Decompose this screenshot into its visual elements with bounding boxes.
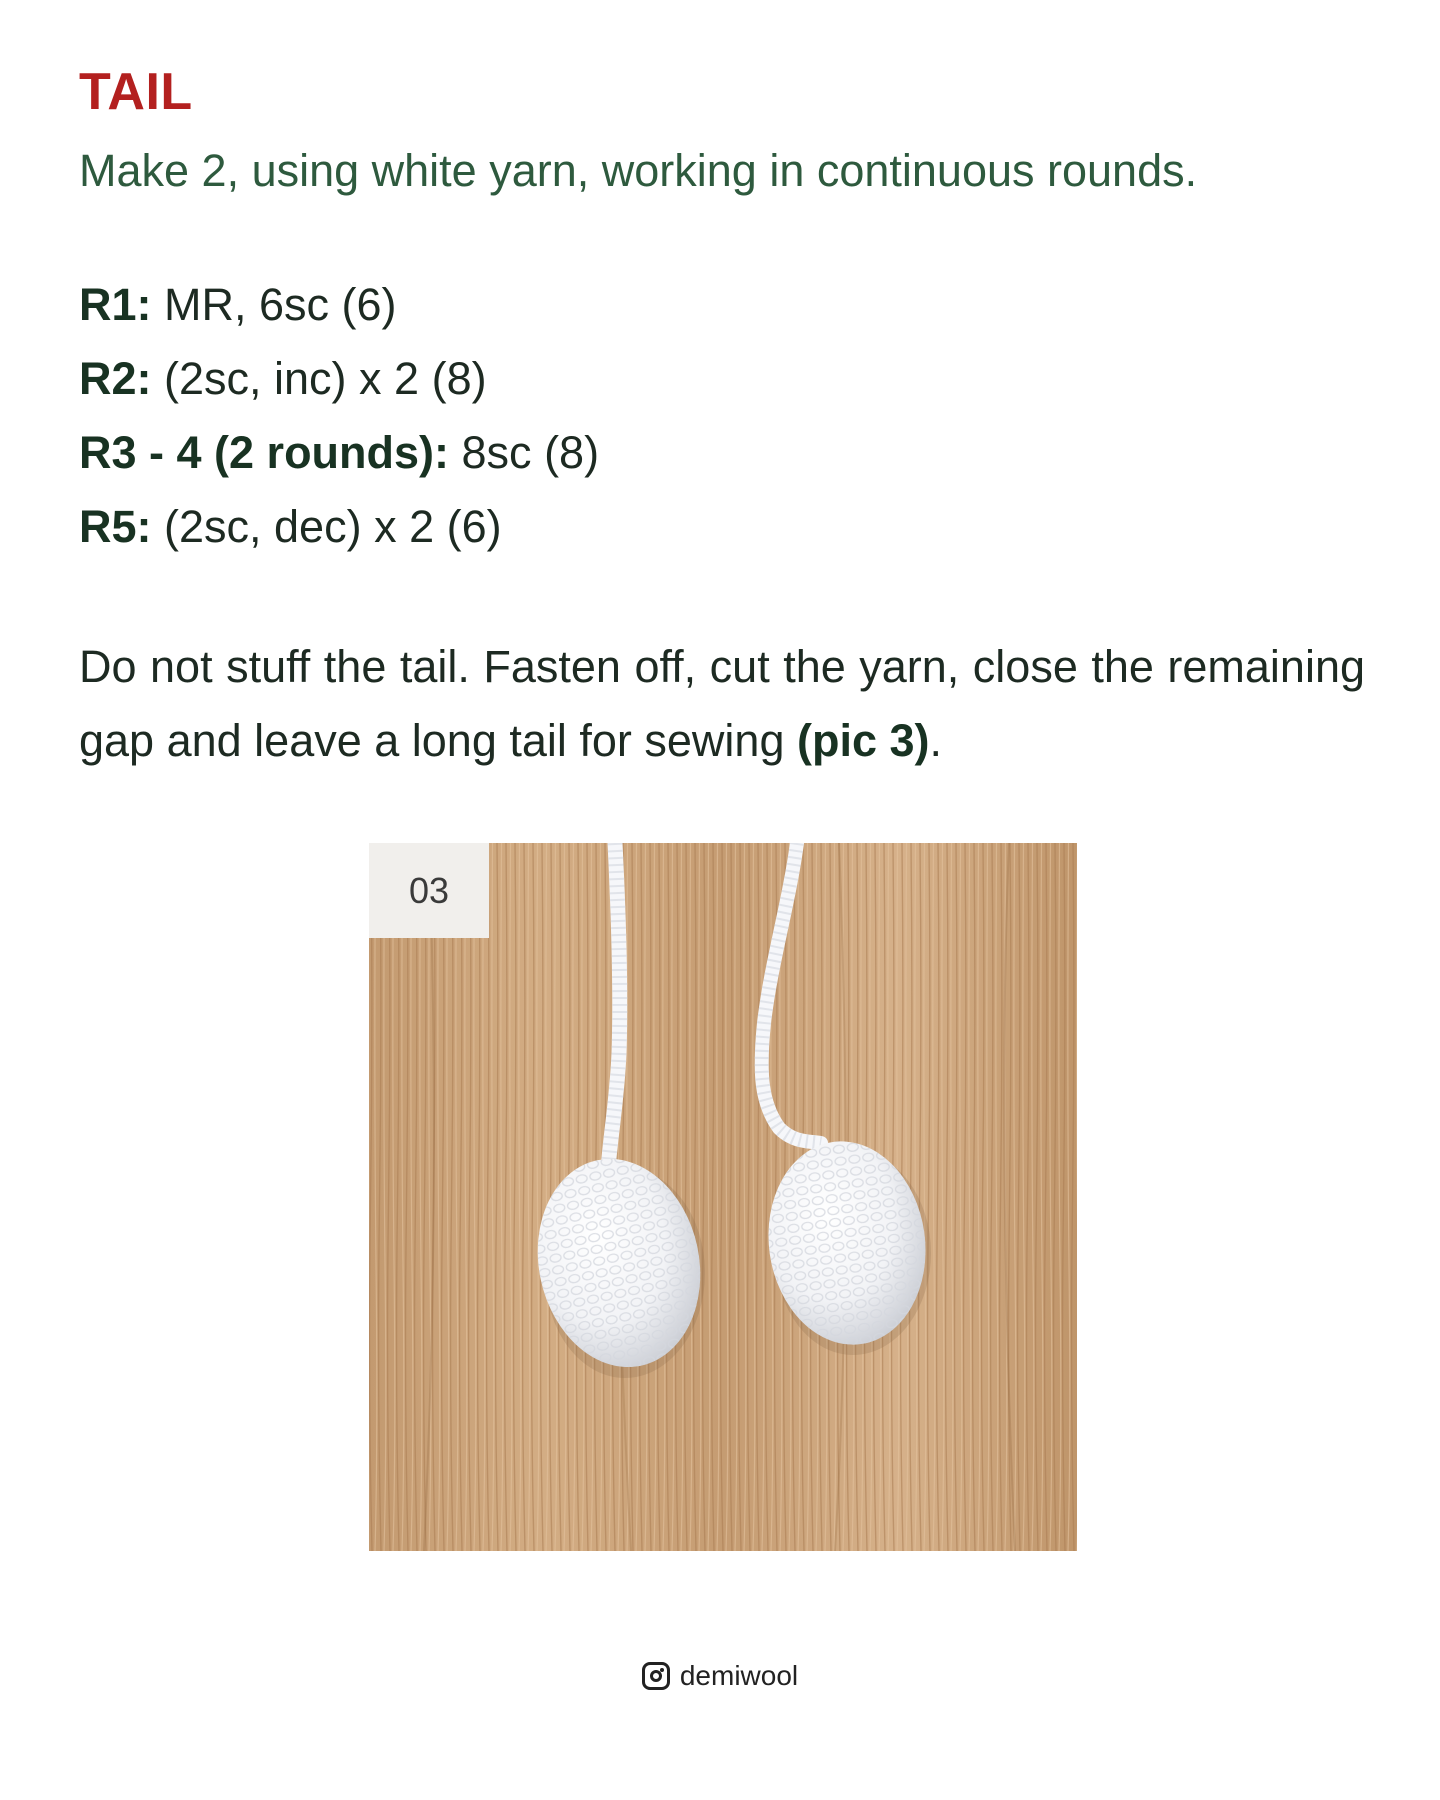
rounds-list [79,268,599,564]
note-end: . [929,715,943,766]
round-label: R1: [79,279,152,330]
round-row [79,490,599,564]
round-text: 8sc (8) [449,427,600,478]
note-text: Do not stuff the tail. Fasten off, cut the yarn, close the remaining gap and leave a long tail for sewing [79,641,1365,766]
instagram-handle: demiwool [679,1660,799,1691]
round-label: R5: [79,501,152,552]
round-label: R3 - 4 (2 rounds): [79,427,450,478]
photo-number-label: 03 [369,843,489,938]
round-label: R2: [79,353,152,404]
round-text: (2sc, dec) x 2 (6) [151,501,502,552]
section-subtitle: Make 2, using white yarn, working in continuous rounds. [79,145,1198,196]
round-row [79,268,599,342]
round-text: MR, 6sc (6) [151,279,397,330]
round-row [79,342,599,416]
finishing-note [79,630,1365,778]
instagram-icon [642,1662,670,1690]
section-title: TAIL [79,63,193,121]
tail-photo-illustration [369,843,1077,1551]
note-pic-ref: (pic 3) [796,715,930,766]
tail-photo [369,843,1077,1551]
footer-credit [0,1660,1440,1692]
round-text: (2sc, inc) x 2 (8) [151,353,487,404]
round-row [79,416,599,490]
